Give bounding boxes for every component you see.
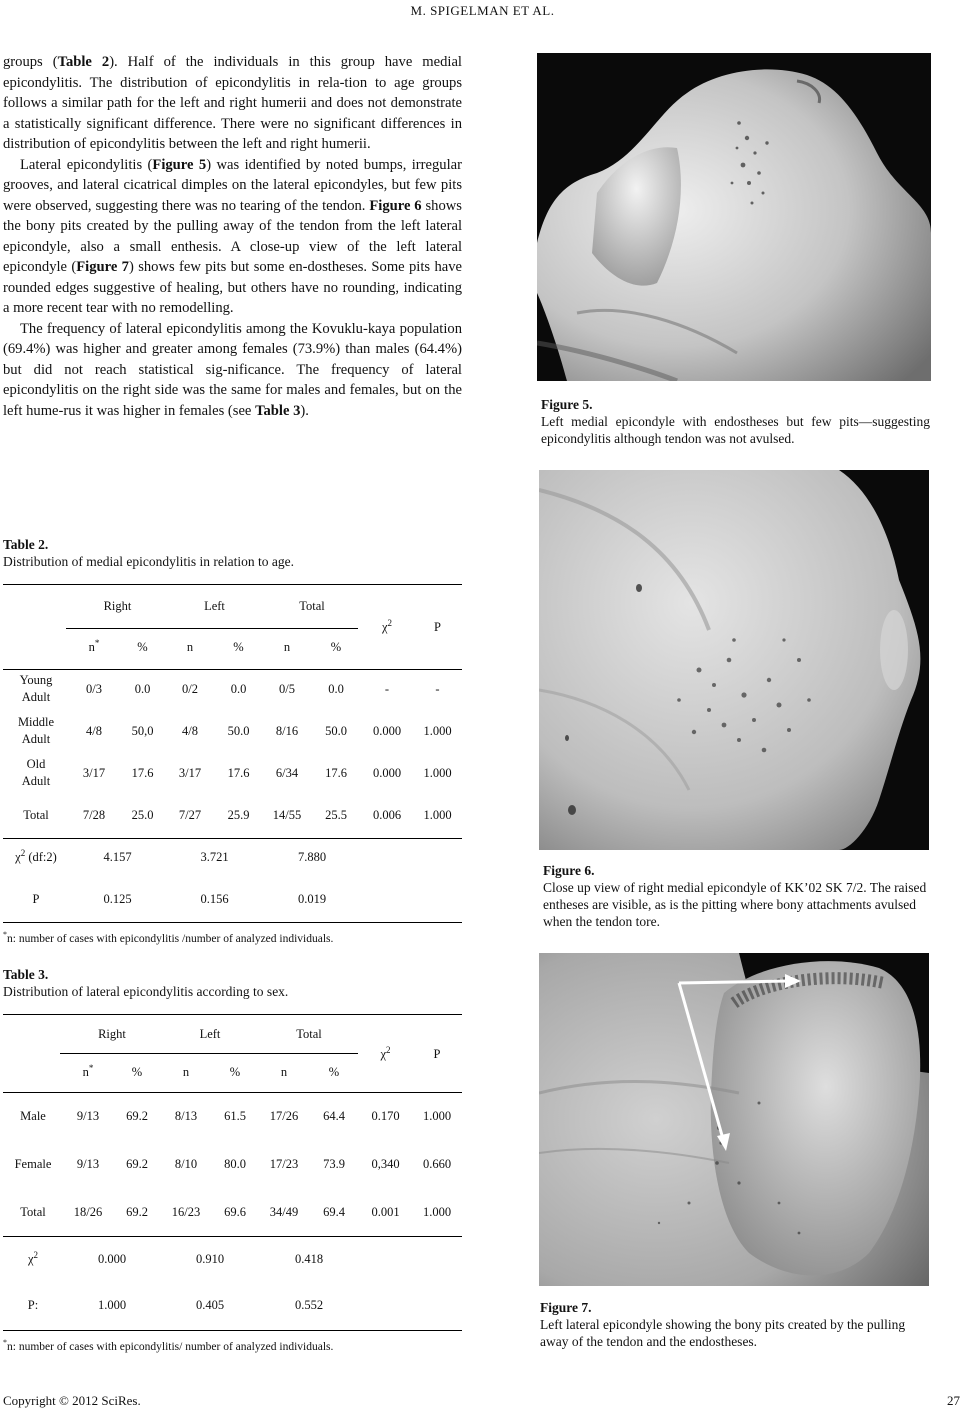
copyright: Copyright © 2012 SciRes. — [3, 1393, 141, 1408]
table3-sub-header: n* — [82, 1063, 94, 1080]
table2-group-header: Total — [299, 598, 325, 613]
table3-chi-header: $\chi^2$ — [380, 1045, 391, 1062]
table2 — [3, 586, 462, 920]
table2-sub-header: n — [283, 639, 291, 654]
table3-p-header: P — [433, 1046, 441, 1061]
table3-footnote: *n: number of cases with epicondylitis/ number of analyzed individuals. — [3, 1338, 334, 1353]
table-row: Young Adult 0/3 0.0 0/2 0.0 0/5 0.0 - - — [19, 673, 440, 704]
table3-group-header: Total — [296, 1026, 322, 1041]
table3-sub-header: % — [229, 1064, 241, 1079]
table3-top-rule — [3, 1014, 462, 1015]
figure6-caption — [543, 862, 932, 930]
table3-group-header: Right — [98, 1026, 126, 1041]
table2-label: Table 2. — [3, 537, 49, 552]
body-text — [3, 52, 462, 421]
table3-group-header: Left — [199, 1026, 221, 1041]
figure5-label: Figure 5. — [541, 397, 593, 412]
table2-chi-row: $\chi^2$ (df:2) 4.157 3.721 7.880 — [15, 848, 327, 865]
figure5-photo — [537, 53, 931, 381]
figure6-photo — [539, 470, 929, 850]
table2-p-row: P 0.125 0.156 0.019 — [32, 891, 327, 906]
table3-p-row: P: 1.000 0.405 0.552 — [27, 1297, 324, 1312]
table2-group-header: Left — [204, 598, 225, 613]
table-row: Female 9/13 69.2 8/10 80.0 17/23 73.9 0,340 0.660 — [14, 1156, 452, 1171]
table2-sub-header: % — [233, 639, 244, 654]
table2-group-header: Right — [103, 598, 132, 613]
table2-top-rule — [3, 584, 462, 585]
table2-sub-header: n* — [88, 638, 100, 655]
table3-title: Distribution of lateral epicondylitis according to sex. — [3, 984, 289, 999]
table3-sub-header: % — [131, 1064, 143, 1079]
table2-bottom-rule — [3, 922, 462, 923]
table2-footnote: *n: number of cases with epicondylitis /number of analyzed individuals. — [3, 930, 334, 945]
table-row: Middle Adult 4/8 50,0 4/8 50.0 8/16 50.0 0.000 1.000 — [17, 715, 452, 746]
figure5-text: Left medial epicondyle with endostheses but few pits—suggesting epicondylitis although tendon was not avulsed. — [541, 414, 930, 446]
figure6-label: Figure 6. — [543, 863, 595, 878]
table-row: Old Adult 3/17 17.6 3/17 17.6 6/34 17.6 0.000 1.000 — [21, 757, 452, 788]
table2-caption — [3, 536, 462, 570]
table3-label: Table 3. — [3, 967, 49, 982]
figure7-photo — [539, 953, 929, 1286]
paragraph-2: Lateral epicondylitis (Figure 5) was identified by noted bumps, irregular grooves, and lateral cicatrical dimples on the lateral epicondyles, but few pits were observed, suggesting there was no tearing of the tendon. Figure 6 shows the bony pits created by the pulling away of the tendon from the left lateral epicondyle, also a small enthesis. A close-up view of the left lateral epicondyle (Figure 7) shows few pits but some en-dostheses. Some pits have rounded edges suggestive of healing, but others have no rounding, indicating a more recent tear with no remodelling. — [3, 156, 462, 316]
table2-sub-header: n — [186, 639, 194, 654]
table2-sub-header: % — [137, 639, 148, 654]
table3 — [3, 1016, 462, 1328]
table3-sub-header: n — [182, 1064, 190, 1079]
table3-bottom-rule — [3, 1330, 462, 1331]
table3-sub-header: % — [328, 1064, 340, 1079]
table-row: Total 7/28 25.0 7/27 25.9 14/55 25.5 0.006 1.000 — [23, 807, 452, 822]
figure7-label: Figure 7. — [540, 1300, 592, 1315]
page-number: 27 — [947, 1393, 960, 1408]
table2-chi-header: $\chi^2$ — [381, 618, 393, 635]
figure5-caption — [541, 396, 930, 447]
figure7-caption — [540, 1299, 930, 1350]
table-row: Total 18/26 69.2 16/23 69.6 34/49 69.4 0.001 1.000 — [20, 1204, 452, 1219]
table2-sub-header: % — [330, 639, 342, 654]
running-head: M. SPIGELMAN ET AL. — [410, 3, 555, 18]
table-row: Male 9/13 69.2 8/13 61.5 17/26 64.4 0.170 1.000 — [20, 1108, 452, 1123]
table3-caption — [3, 966, 462, 1000]
paragraph-3: The frequency of lateral epicondylitis among the Kovuklu-kaya population (69.4%) was higher and greater among females (73.9%) than males (64.4%) but did not reach statistical sig-nificance. The frequency of lateral epicondylitis on the right side was the same for males and females, but on the left hume-rus it was higher in females (see Table 3). — [3, 320, 462, 419]
table3-sub-header: n — [280, 1064, 288, 1079]
table2-p-header: P — [434, 619, 441, 634]
table3-chi-row: $\chi^2$ 0.000 0.910 0.418 — [27, 1250, 324, 1267]
table2-title: Distribution of medial epicondylitis in relation to age. — [3, 554, 294, 569]
figure7-text: Left lateral epicondyle showing the bony pits created by the pulling away of the tendon and the endostheses. — [540, 1317, 906, 1349]
paragraph-1: groups (Table 2). Half of the individuals in this group have medial epicondylitis. The distribution of epicondylitis in rela-tion to age groups follows a similar path for the left and right humerii and does not demonstrate a statistically significant difference. There were no significant differences in distribution of epicondylitis between the left and right humerii. — [3, 54, 462, 152]
figure6-text: Close up view of right medial epicondyle of KK’02 SK 7/2. The raised entheses are visible, as is the pitting where bony attachments avulsed when the tendon tore. — [543, 880, 927, 929]
